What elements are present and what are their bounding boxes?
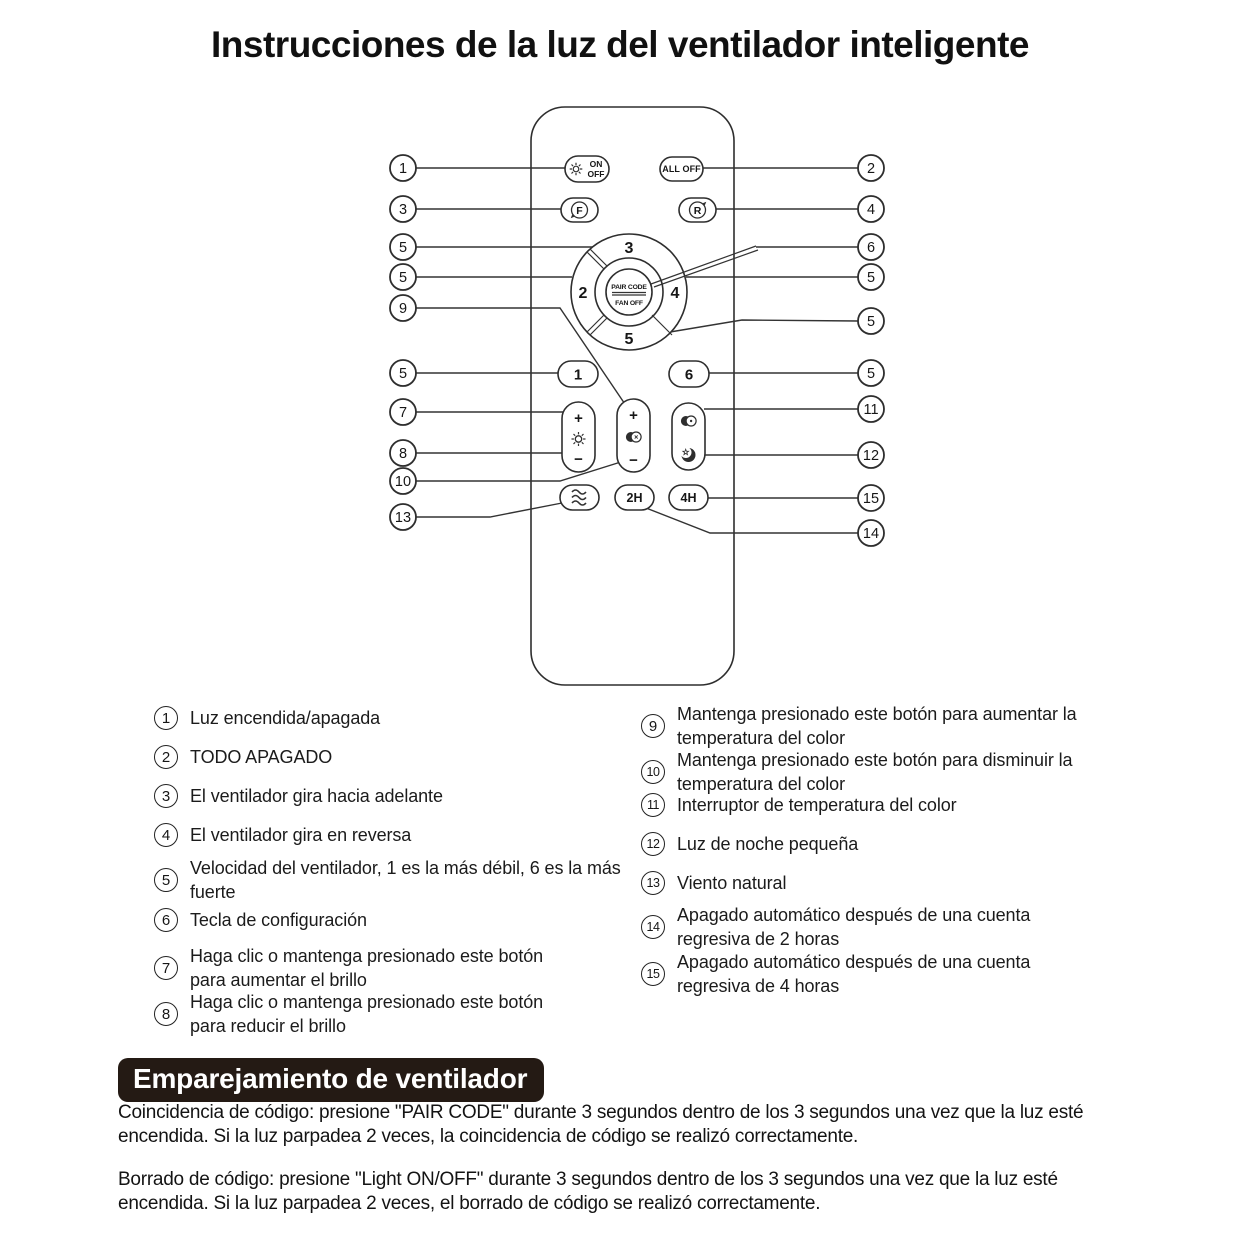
legend-text: Interruptor de temperatura del color xyxy=(677,795,957,815)
legend-item xyxy=(154,823,411,847)
light-on-label: ON xyxy=(589,159,603,169)
dual-circle-icon xyxy=(626,432,641,442)
natural-wind-button xyxy=(560,485,599,510)
legend-item xyxy=(154,856,630,904)
legend-text: Haga clic o mantenga presionado este botón para aumentar el brillo xyxy=(190,946,544,990)
callout-number: 10 xyxy=(394,474,412,490)
legend-text: Tecla de configuración xyxy=(190,910,367,930)
callout-number: 5 xyxy=(398,366,408,382)
callout-number: 15 xyxy=(862,491,880,507)
dpad-speed-2: 2 xyxy=(578,285,588,302)
legend-text: El ventilador gira en reversa xyxy=(190,825,412,845)
legend-text: Apagado automático después de una cuenta regresiva de 4 horas xyxy=(677,952,1031,996)
legend-text: Mantenga presionado este botón para disminuir la temperatura del color xyxy=(677,750,1073,794)
color-temp-minus: − xyxy=(629,452,638,469)
legend-item xyxy=(154,908,367,932)
fan-forward-button xyxy=(561,198,598,222)
legend-number: 7 xyxy=(154,956,178,980)
legend-text: Velocidad del ventilador, 1 es la más débil, 6 es la más fuerte xyxy=(190,858,621,902)
legend-item xyxy=(154,784,443,808)
legend-item xyxy=(154,745,332,769)
dual-circle-icon xyxy=(681,416,696,426)
callout-number: 5 xyxy=(398,240,408,256)
callout-number: 13 xyxy=(394,510,412,526)
legend-text: Apagado automático después de una cuenta regresiva de 2 horas xyxy=(677,905,1031,949)
speed-1-button xyxy=(558,361,598,387)
light-off-label: OFF xyxy=(587,169,605,179)
dpad-speed-5: 5 xyxy=(624,331,634,348)
legend-item xyxy=(154,944,575,992)
callouts-right xyxy=(858,155,884,546)
legend-item xyxy=(641,702,1107,750)
legend-item xyxy=(641,871,786,895)
remote-body xyxy=(531,107,734,685)
timer-2h-label: 2H xyxy=(626,491,643,505)
reverse-label: R xyxy=(693,205,702,217)
legend-item xyxy=(641,748,1117,796)
all-off-label: ALL OFF xyxy=(662,164,701,174)
fan-off-label: FAN OFF xyxy=(615,300,643,307)
callout-number: 4 xyxy=(866,202,876,218)
callout-number: 2 xyxy=(866,161,876,177)
callout-number: 3 xyxy=(398,202,408,218)
timer-2h-button xyxy=(615,485,654,510)
pair-code-label: PAIR CODE xyxy=(611,284,647,291)
pairing-paragraph-clear: Borrado de código: presione "Light ON/OFF" durante 3 segundos dentro de los 3 segundos una vez que la luz esté encendida. Si la luz parpadea 2 veces, el borrado de código se realizó correctamente. xyxy=(118,1169,1058,1214)
legend-number: 11 xyxy=(641,793,665,817)
callout-number: 5 xyxy=(866,366,876,382)
pairing-section-header: Emparejamiento de ventilador xyxy=(118,1058,544,1102)
callout-number: 9 xyxy=(398,301,408,317)
callout-number: 5 xyxy=(866,270,876,286)
color-temp-plus: + xyxy=(629,407,638,424)
timer-4h-label: 4H xyxy=(680,491,697,505)
legend-number: 14 xyxy=(641,915,665,939)
speed-6-button xyxy=(669,361,709,387)
legend-number: 5 xyxy=(154,868,178,892)
brightness-control xyxy=(562,402,595,472)
color-temp-control xyxy=(617,399,650,472)
legend-number: 10 xyxy=(641,760,665,784)
legend-text: Luz de noche pequeña xyxy=(677,834,859,854)
mode-control xyxy=(672,403,705,470)
legend-item xyxy=(154,706,380,730)
legend-text: El ventilador gira hacia adelante xyxy=(190,786,443,806)
callout-number: 8 xyxy=(398,446,408,462)
all-off-button xyxy=(660,157,703,181)
legend-number: 15 xyxy=(641,962,665,986)
legend-number: 2 xyxy=(154,745,178,769)
callout-number: 6 xyxy=(866,240,876,256)
callout-number: 5 xyxy=(398,270,408,286)
legend-item xyxy=(641,903,1057,951)
callout-number: 14 xyxy=(862,526,880,542)
legend-item xyxy=(641,832,858,856)
forward-label: F xyxy=(576,205,583,217)
timer-4h-button xyxy=(669,485,708,510)
legend-item xyxy=(641,950,1057,998)
legend-number: 3 xyxy=(154,784,178,808)
light-onoff-button xyxy=(565,156,609,182)
legend-number: 8 xyxy=(154,1002,178,1026)
legend-number: 9 xyxy=(641,714,665,738)
legend-text: TODO APAGADO xyxy=(190,747,333,767)
callout-number: 1 xyxy=(398,161,408,177)
legend-text: Viento natural xyxy=(677,873,787,893)
callouts-left xyxy=(390,155,416,530)
pairing-paragraph-match: Coincidencia de código: presione "PAIR CODE" durante 3 segundos dentro de los 3 segundos una vez que la luz esté encendida. Si la luz parpadea 2 veces, la coincidencia de código se realizó correctamente. xyxy=(118,1102,1084,1147)
speed-6-label: 6 xyxy=(684,366,694,384)
dpad-speed-4: 4 xyxy=(670,285,680,302)
legend-number: 4 xyxy=(154,823,178,847)
brightness-plus: + xyxy=(574,410,583,427)
callout-number: 11 xyxy=(863,402,879,418)
brightness-minus: − xyxy=(574,451,583,468)
dpad-speed-3: 3 xyxy=(624,240,634,257)
callout-number: 12 xyxy=(862,448,880,464)
legend-number: 6 xyxy=(154,908,178,932)
legend-text: Luz encendida/apagada xyxy=(190,708,381,728)
legend-number: 1 xyxy=(154,706,178,730)
legend-text: Mantenga presionado este botón para aumentar la temperatura del color xyxy=(677,704,1077,748)
legend-number: 12 xyxy=(641,832,665,856)
callout-number: 5 xyxy=(866,314,876,330)
speed-1-label: 1 xyxy=(573,366,583,384)
legend-text: Haga clic o mantenga presionado este botón para reducir el brillo xyxy=(190,992,544,1036)
legend-item xyxy=(154,990,575,1038)
legend-number: 13 xyxy=(641,871,665,895)
page-title: Instrucciones de la luz del ventilador inteligente xyxy=(211,24,1029,65)
fan-reverse-button xyxy=(679,198,716,222)
legend-item xyxy=(641,793,957,817)
callout-number: 7 xyxy=(398,405,408,421)
